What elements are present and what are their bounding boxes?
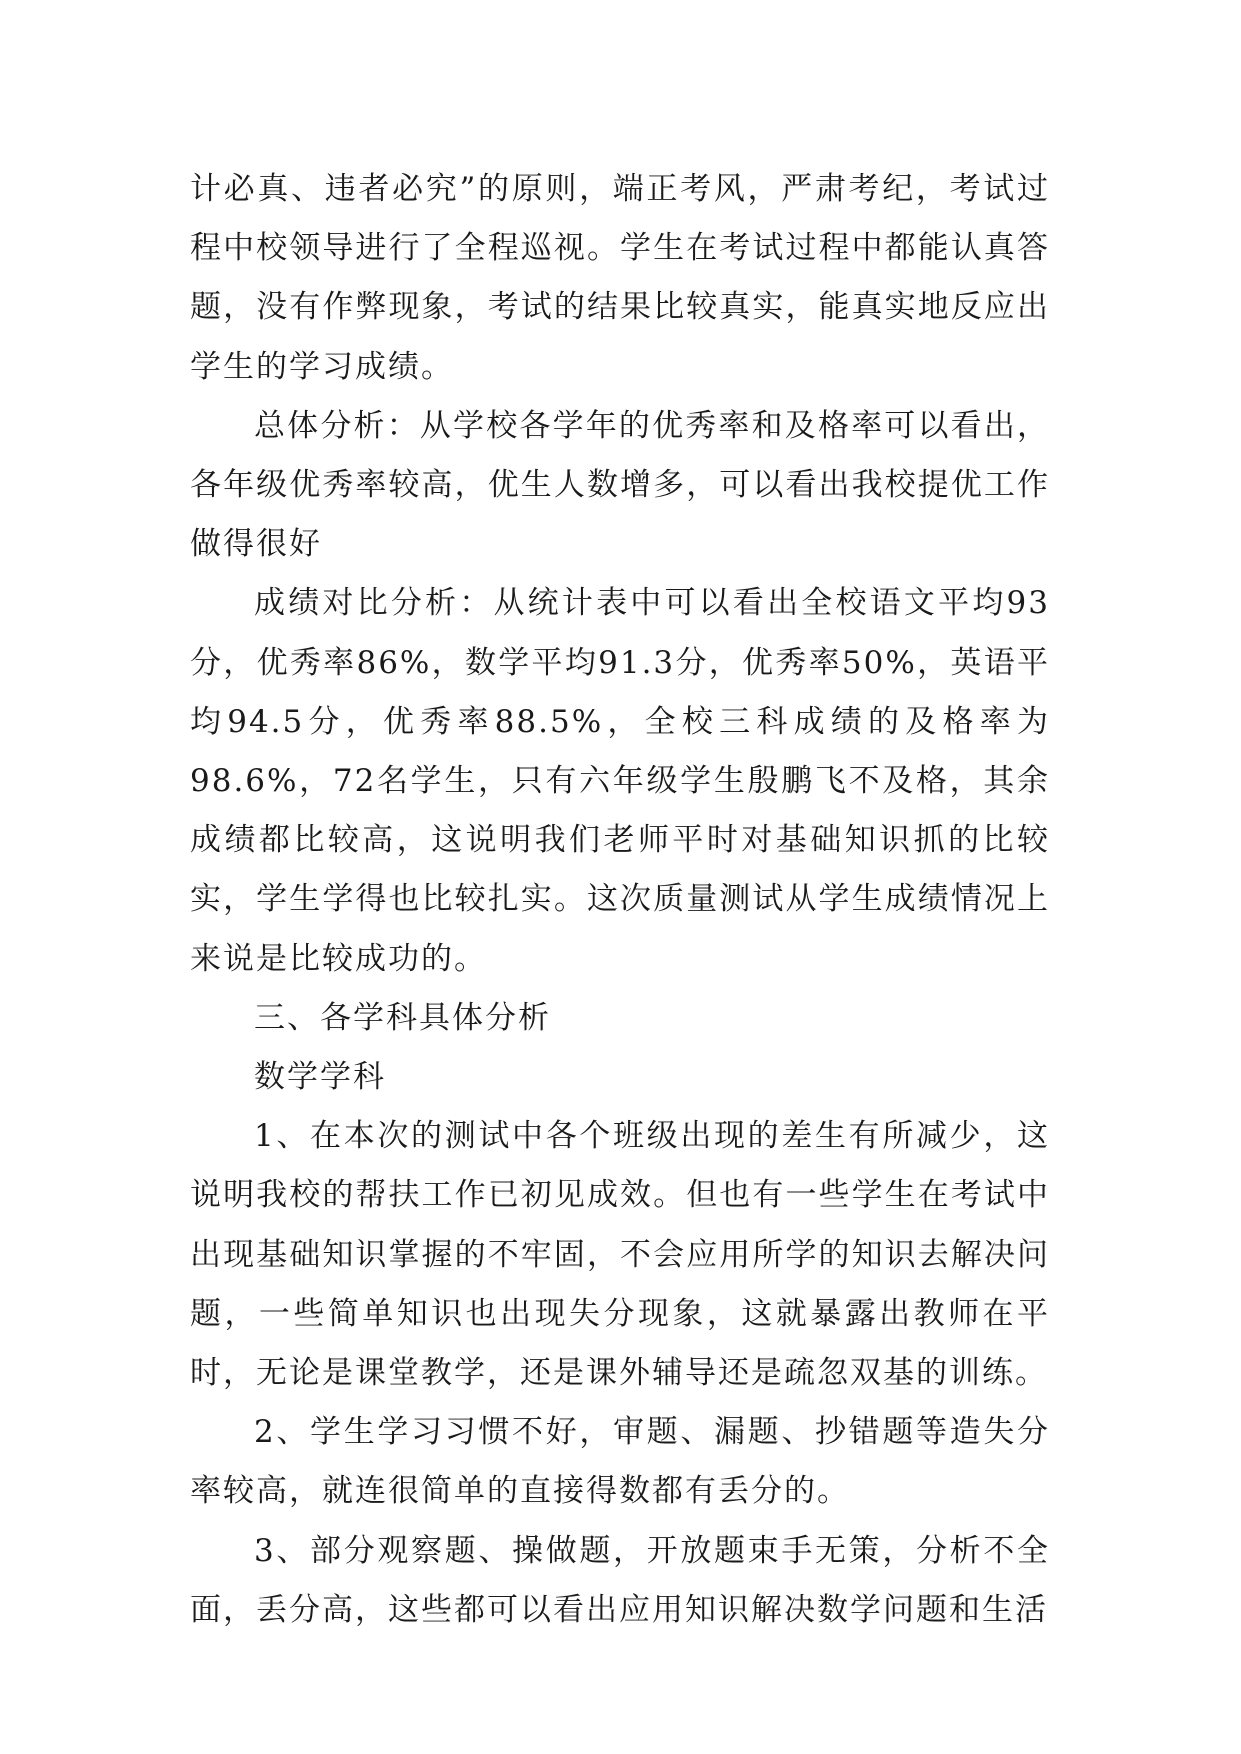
list-item-2: 2、学生学习习惯不好，审题、漏题、抄错题等造失分率较高，就连很简单的直接得数都有丢分的。	[190, 1414, 1050, 1510]
list-item-1: 1、在本次的测试中各个班级出现的差生有所减少，这说明我校的帮扶工作已初见成效。但也有一些学生在考试中出现基础知识掌握的不牢固，不会应用所学的知识去解决问题，一些简单知识也出现失分现象，这就暴露出教师在平时，无论是课堂教学，还是课外辅导还是疏忽双基的训练。	[190, 1118, 1050, 1392]
paragraph-overall-analysis: 总体分析：从学校各学年的优秀率和及格率可以看出，各年级优秀率较高，优生人数增多，可以看出我校提优工作做得很好	[190, 407, 1050, 563]
paragraph-score-comparison: 成绩对比分析：从统计表中可以看出全校语文平均93分，优秀率86%，数学平均91.3分，优秀率50%，英语平均94.5分，优秀率88.5%，全校三科成绩的及格率为98.6%，72名学生，只有六年级学生殷鹏飞不及格，其余成绩都比较高，这说明我们老师平时对基础知识抓的比较实，学生学得也比较扎实。这次质量测试从学生成绩情况上来说是比较成功的。	[190, 585, 1050, 977]
section-heading-subject-analysis: 三、各学科具体分析	[254, 999, 551, 1036]
subsection-heading-math: 数学学科	[254, 1059, 386, 1096]
paragraph-continuation: 计必真、违者必究”的原则，端正考风，严肃考纪，考试过程中校领导进行了全程巡视。学生在考试过程中都能认真答题，没有作弊现象，考试的结果比较真实，能真实地反应出学生的学习成绩。	[190, 171, 1050, 385]
list-item-3: 3、部分观察题、操做题，开放题束手无策，分析不全面，丢分高，这些都可以看出应用知识解决数学问题和生活	[190, 1532, 1050, 1628]
document-body	[190, 160, 1050, 1640]
